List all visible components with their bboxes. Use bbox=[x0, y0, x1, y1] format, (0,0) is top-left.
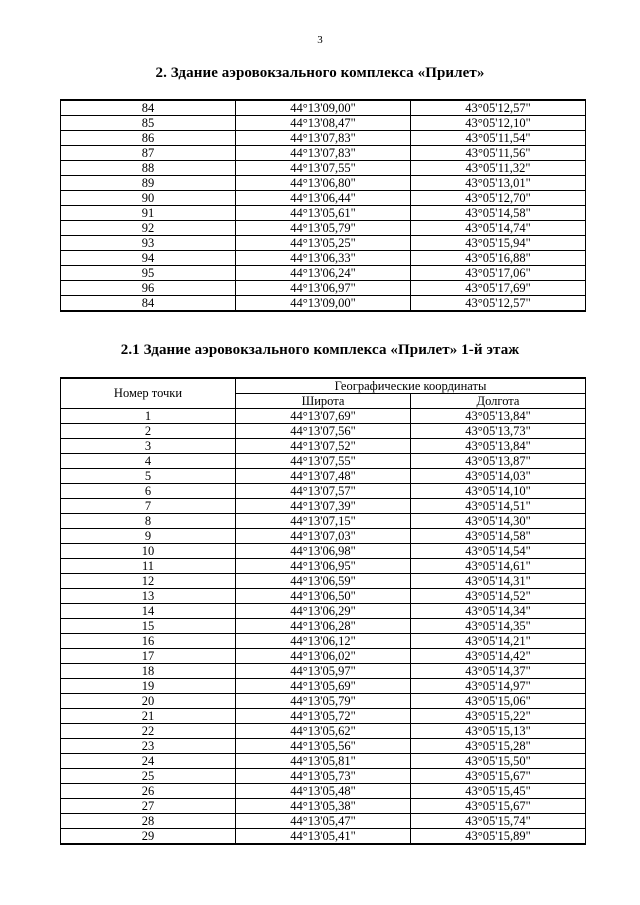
point-number-cell: 24 bbox=[61, 754, 236, 769]
table-row bbox=[61, 574, 586, 589]
latitude-cell: 44°13'06,98" bbox=[236, 544, 411, 559]
longitude-cell: 43°05'13,84" bbox=[411, 409, 586, 424]
point-number-cell: 84 bbox=[61, 100, 236, 116]
coordinates-table-2 bbox=[60, 377, 586, 845]
longitude-cell: 43°05'15,50" bbox=[411, 754, 586, 769]
point-number-cell: 21 bbox=[61, 709, 236, 724]
point-number-cell: 84 bbox=[61, 296, 236, 312]
table-row bbox=[61, 694, 586, 709]
point-number-cell: 91 bbox=[61, 206, 236, 221]
latitude-cell: 44°13'06,50" bbox=[236, 589, 411, 604]
latitude-cell: 44°13'07,55" bbox=[236, 161, 411, 176]
latitude-cell: 44°13'05,79" bbox=[236, 221, 411, 236]
latitude-cell: 44°13'07,55" bbox=[236, 454, 411, 469]
table-row bbox=[61, 499, 586, 514]
latitude-cell: 44°13'06,28" bbox=[236, 619, 411, 634]
longitude-cell: 43°05'17,69" bbox=[411, 281, 586, 296]
table-row bbox=[61, 664, 586, 679]
longitude-cell: 43°05'11,56" bbox=[411, 146, 586, 161]
table-row bbox=[61, 281, 586, 296]
table-row bbox=[61, 739, 586, 754]
table-row bbox=[61, 131, 586, 146]
table-row bbox=[61, 424, 586, 439]
coordinates-table-1-body bbox=[61, 100, 586, 311]
table-row bbox=[61, 514, 586, 529]
table-row bbox=[61, 814, 586, 829]
point-number-cell: 95 bbox=[61, 266, 236, 281]
coordinates-table-2-header bbox=[61, 378, 586, 409]
table-row bbox=[61, 529, 586, 544]
latitude-cell: 44°13'07,69" bbox=[236, 409, 411, 424]
longitude-cell: 43°05'14,42" bbox=[411, 649, 586, 664]
table-row bbox=[61, 544, 586, 559]
point-number-cell: 23 bbox=[61, 739, 236, 754]
longitude-cell: 43°05'13,87" bbox=[411, 454, 586, 469]
longitude-cell: 43°05'14,30" bbox=[411, 514, 586, 529]
table-row bbox=[61, 266, 586, 281]
latitude-cell: 44°13'05,47" bbox=[236, 814, 411, 829]
page-number: 3 bbox=[317, 34, 323, 46]
point-number-cell: 2 bbox=[61, 424, 236, 439]
table-row bbox=[61, 146, 586, 161]
point-number-cell: 26 bbox=[61, 784, 236, 799]
table-row bbox=[61, 236, 586, 251]
longitude-cell: 43°05'14,31" bbox=[411, 574, 586, 589]
coordinates-table-2-body bbox=[61, 409, 586, 845]
longitude-header: Долгота bbox=[411, 394, 586, 409]
longitude-cell: 43°05'11,32" bbox=[411, 161, 586, 176]
table-row bbox=[61, 176, 586, 191]
latitude-cell: 44°13'05,38" bbox=[236, 799, 411, 814]
table-row bbox=[61, 634, 586, 649]
longitude-cell: 43°05'14,03" bbox=[411, 469, 586, 484]
latitude-header: Широта bbox=[236, 394, 411, 409]
point-number-cell: 3 bbox=[61, 439, 236, 454]
longitude-cell: 43°05'14,58" bbox=[411, 206, 586, 221]
latitude-cell: 44°13'06,29" bbox=[236, 604, 411, 619]
point-number-cell: 89 bbox=[61, 176, 236, 191]
longitude-cell: 43°05'14,52" bbox=[411, 589, 586, 604]
longitude-cell: 43°05'13,73" bbox=[411, 424, 586, 439]
table-row bbox=[61, 724, 586, 739]
table-row bbox=[61, 221, 586, 236]
table-row bbox=[61, 679, 586, 694]
longitude-cell: 43°05'12,57" bbox=[411, 100, 586, 116]
table-row bbox=[61, 649, 586, 664]
latitude-cell: 44°13'07,03" bbox=[236, 529, 411, 544]
latitude-cell: 44°13'05,48" bbox=[236, 784, 411, 799]
geo-coords-header: Географические координаты bbox=[236, 378, 586, 394]
point-number-cell: 86 bbox=[61, 131, 236, 146]
point-number-cell: 7 bbox=[61, 499, 236, 514]
point-number-cell: 11 bbox=[61, 559, 236, 574]
section-2-title: 2.1 Здание аэровокзального комплекса «Прилет» 1-й этаж bbox=[120, 342, 520, 358]
point-number-cell: 9 bbox=[61, 529, 236, 544]
point-number-header: Номер точки bbox=[61, 378, 236, 409]
point-number-cell: 14 bbox=[61, 604, 236, 619]
longitude-cell: 43°05'14,35" bbox=[411, 619, 586, 634]
longitude-cell: 43°05'17,06" bbox=[411, 266, 586, 281]
latitude-cell: 44°13'05,73" bbox=[236, 769, 411, 784]
longitude-cell: 43°05'14,21" bbox=[411, 634, 586, 649]
point-number-cell: 10 bbox=[61, 544, 236, 559]
longitude-cell: 43°05'11,54" bbox=[411, 131, 586, 146]
latitude-cell: 44°13'06,33" bbox=[236, 251, 411, 266]
latitude-cell: 44°13'05,62" bbox=[236, 724, 411, 739]
table-row bbox=[61, 161, 586, 176]
longitude-cell: 43°05'12,70" bbox=[411, 191, 586, 206]
table-row bbox=[61, 439, 586, 454]
point-number-cell: 92 bbox=[61, 221, 236, 236]
longitude-cell: 43°05'16,88" bbox=[411, 251, 586, 266]
longitude-cell: 43°05'14,58" bbox=[411, 529, 586, 544]
latitude-cell: 44°13'05,25" bbox=[236, 236, 411, 251]
table-row bbox=[61, 754, 586, 769]
table-row bbox=[61, 191, 586, 206]
table-row bbox=[61, 409, 586, 424]
latitude-cell: 44°13'07,15" bbox=[236, 514, 411, 529]
table-row bbox=[61, 454, 586, 469]
point-number-cell: 19 bbox=[61, 679, 236, 694]
latitude-cell: 44°13'06,12" bbox=[236, 634, 411, 649]
latitude-cell: 44°13'09,00" bbox=[236, 100, 411, 116]
table-row bbox=[61, 829, 586, 845]
latitude-cell: 44°13'05,72" bbox=[236, 709, 411, 724]
longitude-cell: 43°05'13,01" bbox=[411, 176, 586, 191]
latitude-cell: 44°13'05,41" bbox=[236, 829, 411, 845]
point-number-cell: 17 bbox=[61, 649, 236, 664]
longitude-cell: 43°05'15,28" bbox=[411, 739, 586, 754]
latitude-cell: 44°13'06,59" bbox=[236, 574, 411, 589]
latitude-cell: 44°13'06,97" bbox=[236, 281, 411, 296]
latitude-cell: 44°13'06,95" bbox=[236, 559, 411, 574]
table-row bbox=[61, 589, 586, 604]
longitude-cell: 43°05'14,61" bbox=[411, 559, 586, 574]
point-number-cell: 93 bbox=[61, 236, 236, 251]
longitude-cell: 43°05'15,13" bbox=[411, 724, 586, 739]
latitude-cell: 44°13'05,79" bbox=[236, 694, 411, 709]
table-row bbox=[61, 296, 586, 312]
table-row bbox=[61, 784, 586, 799]
longitude-cell: 43°05'15,89" bbox=[411, 829, 586, 845]
point-number-cell: 18 bbox=[61, 664, 236, 679]
table-row bbox=[61, 116, 586, 131]
longitude-cell: 43°05'14,51" bbox=[411, 499, 586, 514]
point-number-cell: 94 bbox=[61, 251, 236, 266]
longitude-cell: 43°05'15,67" bbox=[411, 799, 586, 814]
section-1-title: 2. Здание аэровокзального комплекса «Прилет» bbox=[155, 65, 485, 81]
table-row bbox=[61, 100, 586, 116]
longitude-cell: 43°05'12,10" bbox=[411, 116, 586, 131]
table-row bbox=[61, 251, 586, 266]
table-row bbox=[61, 709, 586, 724]
longitude-cell: 43°05'14,34" bbox=[411, 604, 586, 619]
point-number-cell: 12 bbox=[61, 574, 236, 589]
latitude-cell: 44°13'07,83" bbox=[236, 146, 411, 161]
point-number-cell: 28 bbox=[61, 814, 236, 829]
latitude-cell: 44°13'07,57" bbox=[236, 484, 411, 499]
longitude-cell: 43°05'14,37" bbox=[411, 664, 586, 679]
latitude-cell: 44°13'07,52" bbox=[236, 439, 411, 454]
point-number-cell: 90 bbox=[61, 191, 236, 206]
point-number-cell: 16 bbox=[61, 634, 236, 649]
longitude-cell: 43°05'14,97" bbox=[411, 679, 586, 694]
point-number-cell: 8 bbox=[61, 514, 236, 529]
point-number-cell: 13 bbox=[61, 589, 236, 604]
longitude-cell: 43°05'15,06" bbox=[411, 694, 586, 709]
latitude-cell: 44°13'08,47" bbox=[236, 116, 411, 131]
latitude-cell: 44°13'09,00" bbox=[236, 296, 411, 312]
longitude-cell: 43°05'15,22" bbox=[411, 709, 586, 724]
point-number-cell: 6 bbox=[61, 484, 236, 499]
point-number-cell: 1 bbox=[61, 409, 236, 424]
table-row bbox=[61, 604, 586, 619]
latitude-cell: 44°13'05,56" bbox=[236, 739, 411, 754]
longitude-cell: 43°05'14,74" bbox=[411, 221, 586, 236]
table-row bbox=[61, 619, 586, 634]
point-number-cell: 22 bbox=[61, 724, 236, 739]
point-number-cell: 25 bbox=[61, 769, 236, 784]
point-number-cell: 87 bbox=[61, 146, 236, 161]
longitude-cell: 43°05'15,45" bbox=[411, 784, 586, 799]
longitude-cell: 43°05'15,94" bbox=[411, 236, 586, 251]
longitude-cell: 43°05'13,84" bbox=[411, 439, 586, 454]
table-row bbox=[61, 206, 586, 221]
point-number-cell: 20 bbox=[61, 694, 236, 709]
latitude-cell: 44°13'07,48" bbox=[236, 469, 411, 484]
point-number-cell: 5 bbox=[61, 469, 236, 484]
longitude-cell: 43°05'15,74" bbox=[411, 814, 586, 829]
longitude-cell: 43°05'12,57" bbox=[411, 296, 586, 312]
coordinates-table-1 bbox=[60, 99, 586, 312]
latitude-cell: 44°13'06,80" bbox=[236, 176, 411, 191]
latitude-cell: 44°13'05,97" bbox=[236, 664, 411, 679]
table-row bbox=[61, 559, 586, 574]
latitude-cell: 44°13'05,69" bbox=[236, 679, 411, 694]
latitude-cell: 44°13'06,44" bbox=[236, 191, 411, 206]
point-number-cell: 27 bbox=[61, 799, 236, 814]
latitude-cell: 44°13'07,39" bbox=[236, 499, 411, 514]
latitude-cell: 44°13'07,83" bbox=[236, 131, 411, 146]
point-number-cell: 15 bbox=[61, 619, 236, 634]
table-row bbox=[61, 769, 586, 784]
table-row bbox=[61, 799, 586, 814]
longitude-cell: 43°05'15,67" bbox=[411, 769, 586, 784]
latitude-cell: 44°13'07,56" bbox=[236, 424, 411, 439]
point-number-cell: 88 bbox=[61, 161, 236, 176]
point-number-cell: 4 bbox=[61, 454, 236, 469]
table-row bbox=[61, 469, 586, 484]
table-row bbox=[61, 484, 586, 499]
point-number-cell: 29 bbox=[61, 829, 236, 845]
point-number-cell: 85 bbox=[61, 116, 236, 131]
longitude-cell: 43°05'14,10" bbox=[411, 484, 586, 499]
latitude-cell: 44°13'06,24" bbox=[236, 266, 411, 281]
latitude-cell: 44°13'06,02" bbox=[236, 649, 411, 664]
point-number-cell: 96 bbox=[61, 281, 236, 296]
latitude-cell: 44°13'05,61" bbox=[236, 206, 411, 221]
longitude-cell: 43°05'14,54" bbox=[411, 544, 586, 559]
latitude-cell: 44°13'05,81" bbox=[236, 754, 411, 769]
